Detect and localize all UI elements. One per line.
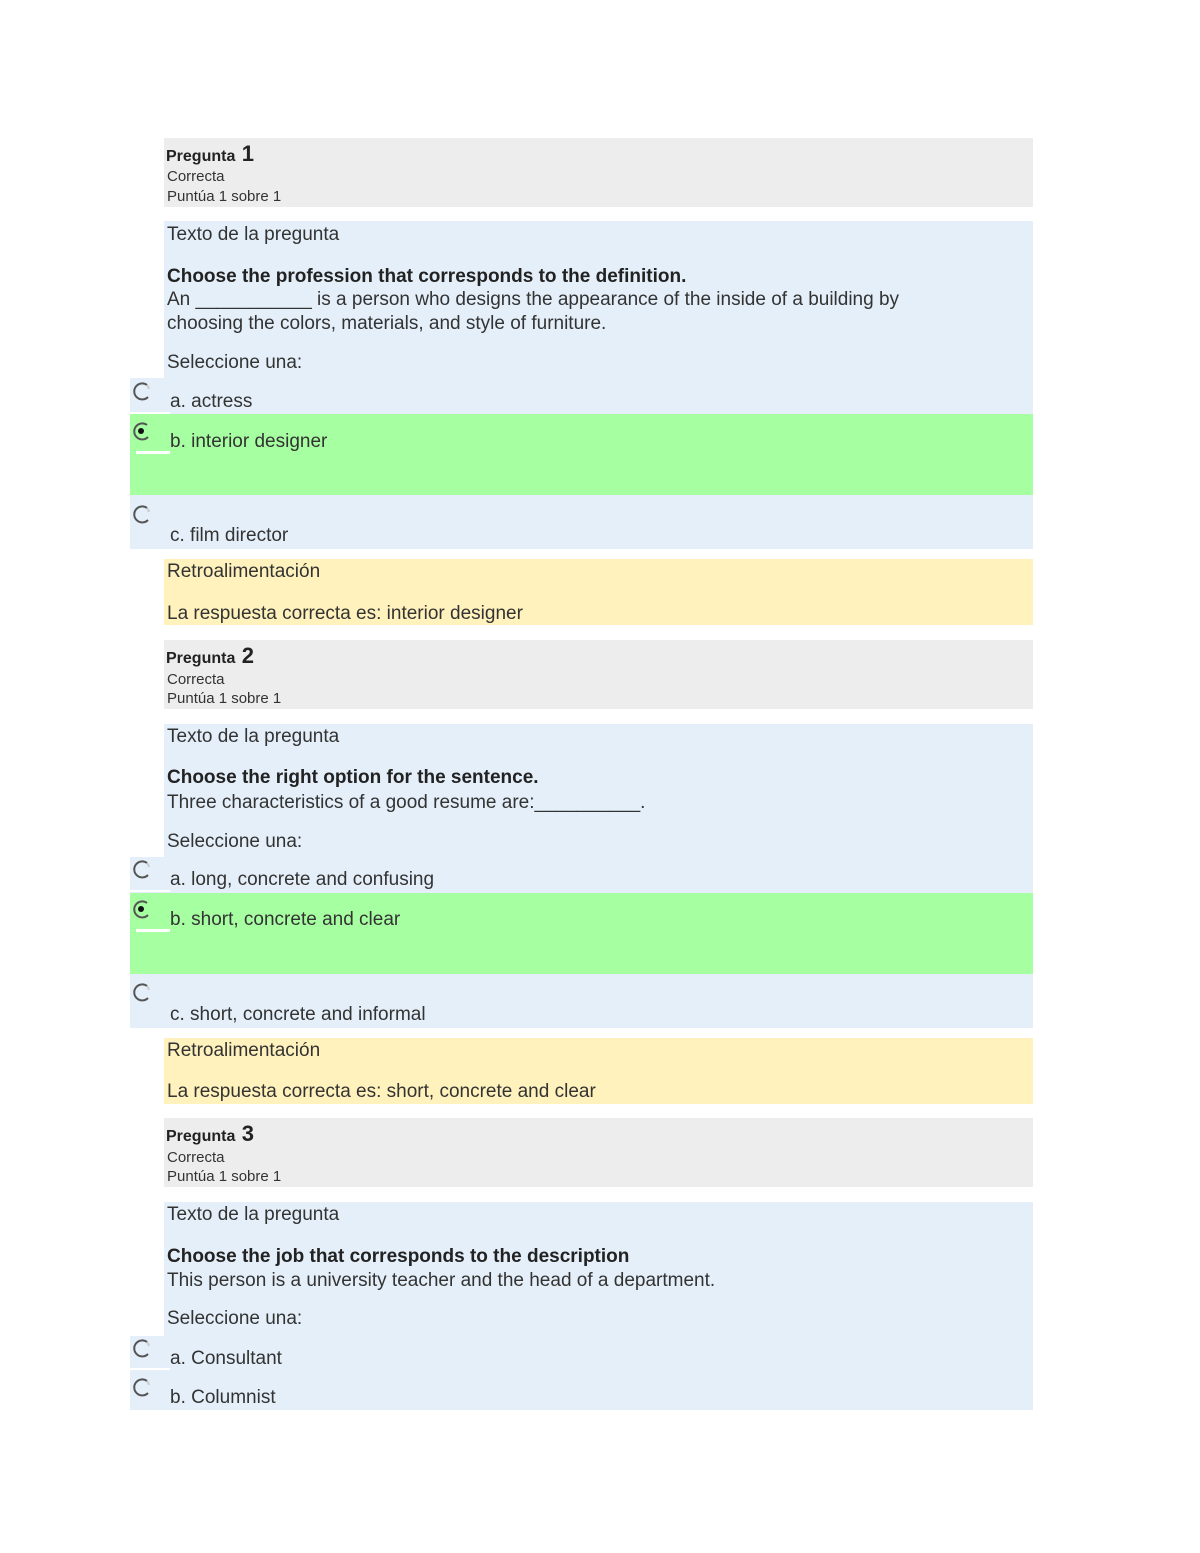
answer-option[interactable]: b. Columnist: [170, 1387, 276, 1408]
question-body-line: choosing the colors, materials, and style of furniture.: [167, 313, 607, 334]
divider: [130, 412, 170, 414]
radio-button[interactable]: [131, 858, 153, 880]
question-prompt: Choose the profession that corresponds to the definition.: [167, 266, 687, 287]
divider: [130, 890, 170, 892]
radio-button[interactable]: [131, 1337, 153, 1359]
question-3-content: [164, 1202, 1033, 1410]
divider: [136, 929, 170, 932]
feedback-text: La respuesta correcta es: interior designer: [167, 603, 523, 624]
question-text-label: Texto de la pregunta: [167, 726, 340, 747]
question-number: 2: [241, 643, 255, 668]
question-grade: Puntúa 1 sobre 1: [167, 690, 282, 707]
question-3-header: [164, 1118, 1033, 1187]
select-one-label: Seleccione una:: [167, 831, 303, 852]
question-1-header: [164, 138, 1033, 207]
answer-option[interactable]: b. short, concrete and clear: [170, 909, 401, 930]
question-grade: Puntúa 1 sobre 1: [167, 1168, 282, 1185]
question-state: Correcta: [167, 671, 225, 688]
question-text-label: Texto de la pregunta: [167, 224, 340, 245]
answer-option[interactable]: a. actress: [170, 391, 253, 412]
question-1-title: [166, 141, 254, 167]
divider: [130, 1368, 170, 1370]
feedback-label: Retroalimentación: [167, 1040, 321, 1061]
correct-answer-highlight: [130, 414, 1033, 495]
radio-button[interactable]: [131, 981, 153, 1003]
question-2-header: [164, 640, 1033, 709]
question-prompt: Choose the job that corresponds to the description: [167, 1246, 630, 1267]
question-3-title: [166, 1121, 254, 1147]
question-text-label: Texto de la pregunta: [167, 1204, 340, 1225]
question-body-line: Three characteristics of a good resume are:__________.: [167, 792, 646, 813]
answer-option[interactable]: a. long, concrete and confusing: [170, 869, 435, 890]
answer-option[interactable]: c. film director: [170, 525, 289, 546]
answer-option[interactable]: a. Consultant: [170, 1348, 282, 1369]
radio-button[interactable]: [131, 1376, 153, 1398]
question-state: Correcta: [167, 168, 225, 185]
question-body-line: An ___________ is a person who designs the appearance of the inside of a building by: [167, 289, 900, 310]
radio-button[interactable]: [131, 503, 153, 525]
radio-button[interactable]: [131, 380, 153, 402]
select-one-label: Seleccione una:: [167, 1308, 303, 1329]
question-state: Correcta: [167, 1149, 225, 1166]
divider: [136, 451, 170, 454]
question-number: 3: [241, 1121, 255, 1146]
radio-button-selected[interactable]: [131, 898, 153, 920]
question-prompt: Choose the right option for the sentence.: [167, 767, 539, 788]
radio-button-selected[interactable]: [131, 420, 153, 442]
feedback-label: Retroalimentación: [167, 561, 321, 582]
answer-option[interactable]: c. short, concrete and informal: [170, 1004, 426, 1025]
question-word: Pregunta: [166, 148, 236, 165]
feedback-text: La respuesta correcta es: short, concrete and clear: [167, 1081, 596, 1102]
question-word: Pregunta: [166, 1128, 236, 1145]
select-one-label: Seleccione una:: [167, 352, 303, 373]
answer-option[interactable]: b. interior designer: [170, 431, 328, 452]
question-grade: Puntúa 1 sobre 1: [167, 188, 282, 205]
question-2-title: [166, 643, 254, 669]
question-number: 1: [241, 141, 255, 166]
question-word: Pregunta: [166, 650, 236, 667]
question-body-line: This person is a university teacher and the head of a department.: [167, 1270, 716, 1291]
correct-answer-highlight: [130, 893, 1033, 974]
